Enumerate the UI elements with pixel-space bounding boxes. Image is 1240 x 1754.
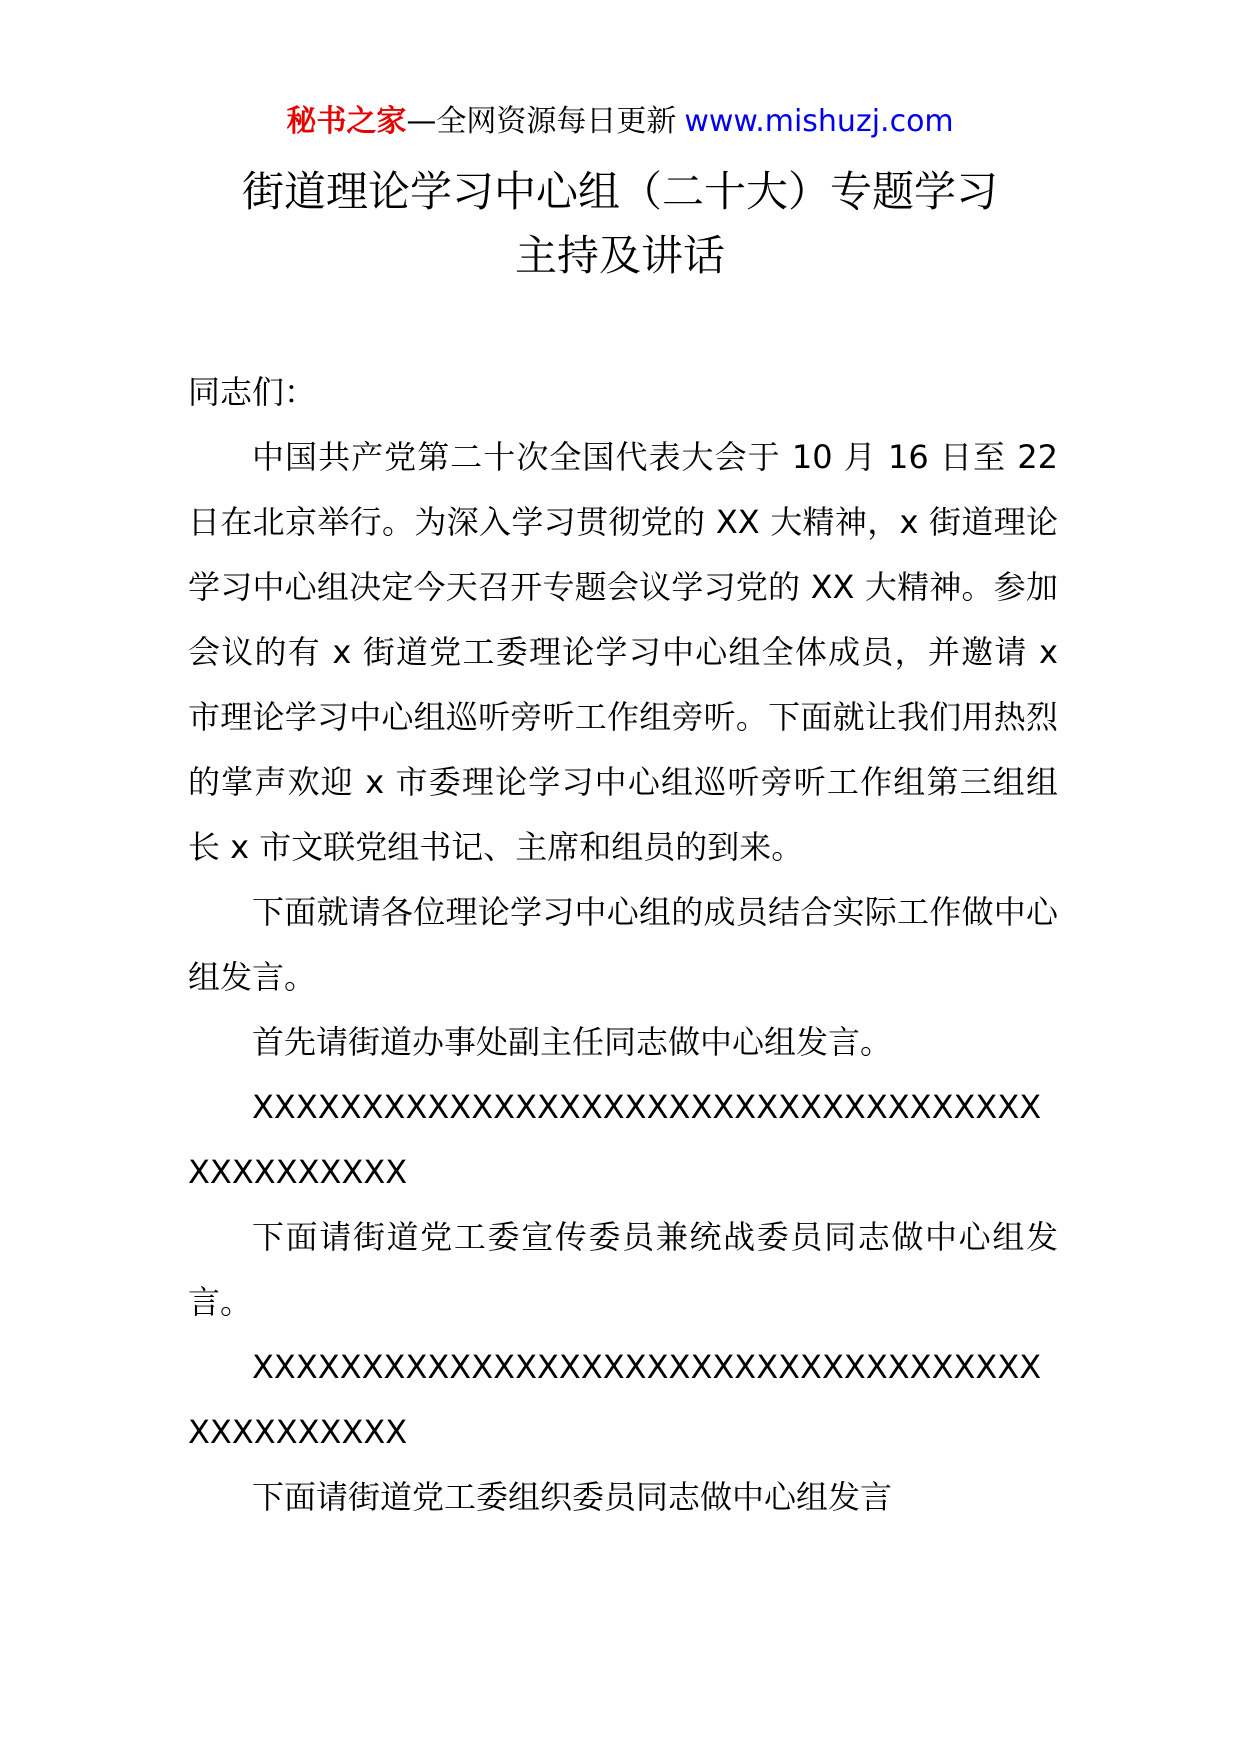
paragraph-opening: 中国共产党第二十次全国代表大会于 10 月 16 日至 22 日在北京举行。为深入学习贯彻党的 XX 大精神，x 街道理论学习中心组决定今天召开专题会议学习党的 XX 大精神。参加会议的有 x 街道党工委理论学习中心组全体成员，并邀请 x 市理论学习中心组巡听旁听工作组旁听。下面就让我们用热烈的掌声欢迎 x 市委理论学习中心组巡听旁听工作组第三组组长 x 市文联党组书记、主席和组员的到来。 bbox=[188, 438, 1058, 866]
document-title-line-2: 主持及讲话 bbox=[514, 231, 725, 280]
site-tagline: —全网资源每日更新 bbox=[406, 104, 677, 139]
document-body bbox=[188, 360, 1058, 1530]
document-title bbox=[160, 160, 1080, 288]
paragraph-placeholder-1: XXXXXXXXXXXXXXXXXXXXXXXXXXXXXXXXXXXXXXXXXXXXXX bbox=[188, 1088, 1042, 1191]
document-title-line-1: 街道理论学习中心组（二十大）专题学习 bbox=[241, 167, 998, 216]
paragraph-placeholder-2: XXXXXXXXXXXXXXXXXXXXXXXXXXXXXXXXXXXXXXXXXXXXXX bbox=[188, 1348, 1042, 1451]
paragraph-first-speaker: 首先请街道办事处副主任同志做中心组发言。 bbox=[252, 1023, 893, 1061]
site-brand: 秘书之家 bbox=[286, 104, 407, 139]
paragraph-invitation: 下面就请各位理论学习中心组的成员结合实际工作做中心组发言。 bbox=[188, 893, 1058, 996]
paragraph-third-speaker: 下面请街道党工委组织委员同志做中心组发言 bbox=[252, 1478, 893, 1516]
site-url-link[interactable]: www.mishuzj.com bbox=[684, 104, 954, 139]
salutation: 同志们： bbox=[188, 373, 317, 411]
paragraph-second-speaker: 下面请街道党工委宣传委员兼统战委员同志做中心组发言。 bbox=[188, 1218, 1058, 1321]
site-header bbox=[0, 100, 1240, 144]
